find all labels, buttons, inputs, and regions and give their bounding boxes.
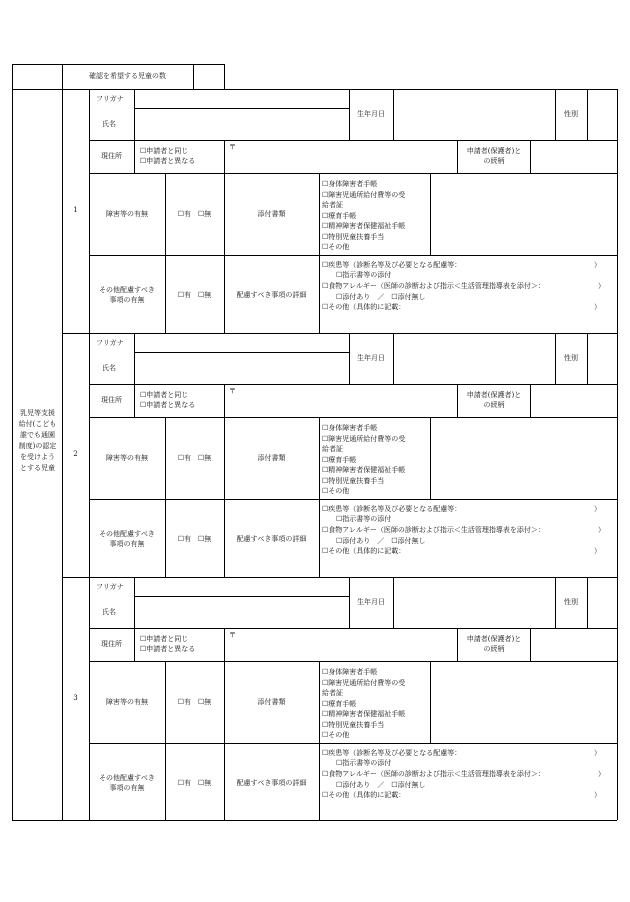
care-detail-label: 配慮すべき事項の詳細 (236, 535, 307, 543)
sex-label: 性別 (564, 354, 578, 362)
sex-input[interactable] (588, 334, 617, 384)
address-label: 現住所 (101, 152, 122, 160)
birthdate-input[interactable] (394, 334, 555, 384)
attached-doc-item: ☐特別児童扶養手当 (322, 232, 385, 241)
close-paren: ） (598, 282, 605, 290)
care-detail-item: ☐疾患等（診断名等及び必要となる配慮等： (322, 505, 462, 513)
close-paren: ） (594, 749, 601, 757)
attached-doc-item: ☐その他 (322, 487, 350, 495)
attached-doc-item: ☐障害児通所給付費等の受 (322, 678, 406, 687)
address-same-checkbox: ☐申請者と同じ (140, 391, 189, 399)
child-section-label: 乳児等支援 給付(こども 誰でも通園 制度)の認定 を受けよう とする児童 (18, 409, 57, 472)
disability-yes-no: ☐有 ☐無 (177, 454, 212, 462)
care-detail-label: 配慮すべき事項の詳細 (236, 779, 307, 787)
postal-mark: 〒 (229, 387, 236, 395)
other-care-yes-no: ☐有 ☐無 (177, 535, 212, 543)
care-detail-item: ☐指示書等の添付 (322, 515, 392, 523)
care-detail-item: ☐指示書等の添付 (322, 759, 392, 767)
address-input[interactable] (225, 141, 457, 173)
name-label: 氏名 (102, 364, 116, 372)
address-same-checkbox: ☐申請者と同じ (140, 147, 189, 155)
care-detail-item: ☐その他（具体的に記載： (322, 303, 406, 311)
name-input[interactable] (135, 109, 348, 140)
name-label: 氏名 (102, 120, 116, 128)
care-detail-item: ☐添付あり ／ ☐添付無し (322, 293, 426, 301)
relation-label: 申請者(保護者)と の続柄 (466, 635, 522, 653)
furigana-label: フリガナ (96, 339, 124, 347)
children-count-field[interactable] (194, 65, 224, 89)
name-input[interactable] (135, 597, 348, 628)
care-detail-item: ☐添付あり ／ ☐添付無し (322, 537, 426, 545)
address-same-checkbox: ☐申請者と同じ (140, 635, 189, 643)
sex-input[interactable] (588, 90, 617, 140)
child-number: 3 (73, 694, 78, 702)
attached-doc-item: ☐精神障害者保健福祉手帳 (322, 466, 406, 474)
attached-doc-item: ☐特別児童扶養手当 (322, 476, 385, 485)
furigana-input[interactable] (135, 578, 348, 596)
attached-docs-label: 添付書類 (257, 454, 286, 462)
attached-doc-item: ☐療育手帳 (322, 699, 357, 708)
care-detail-item: ☐食物アレルギー（医師の診断および指示＜生活管理指導表を添付＞： (322, 770, 545, 778)
care-detail-item: ☐その他（具体的に記載： (322, 791, 406, 799)
name-label: 氏名 (102, 608, 116, 616)
attached-doc-item: ☐精神障害者保健福祉手帳 (322, 710, 406, 718)
address-diff-checkbox: ☐申請者と異なる (140, 401, 196, 409)
sex-label: 性別 (564, 598, 578, 606)
birthdate-label: 生年月日 (357, 110, 385, 118)
child-number: 2 (73, 450, 78, 458)
close-paren: ） (594, 505, 601, 513)
other-care-yes-no: ☐有 ☐無 (177, 291, 212, 299)
other-care-yes-no: ☐有 ☐無 (177, 779, 212, 787)
attached-doc-item: ☐障害児通所給付費等の受 (322, 434, 406, 443)
attached-docs-label: 添付書類 (257, 698, 286, 706)
furigana-label: フリガナ (96, 95, 124, 103)
relation-input[interactable] (531, 141, 617, 173)
disability-label: 障害等の有無 (106, 454, 148, 462)
care-detail-item: ☐指示書等の添付 (322, 271, 392, 279)
other-care-label: その他配慮すべき 事項の有無 (99, 530, 155, 548)
disability-yes-no: ☐有 ☐無 (177, 698, 212, 706)
birthdate-input[interactable] (394, 90, 555, 140)
birthdate-input[interactable] (394, 578, 555, 628)
birthdate-label: 生年月日 (357, 354, 385, 362)
birthdate-label: 生年月日 (357, 598, 385, 606)
address-label: 現住所 (101, 640, 122, 648)
children-count-label: 確認を希望する児童の数 (89, 72, 166, 80)
attached-docs-label: 添付書類 (257, 210, 286, 218)
attached-doc-item: ☐障害児通所給付費等の受 (322, 190, 406, 199)
name-input[interactable] (135, 353, 348, 384)
postal-mark: 〒 (229, 143, 236, 151)
attached-doc-item: ☐身体障害者手帳 (322, 180, 378, 188)
attached-doc-item: 給者証 (322, 445, 343, 453)
relation-label: 申請者(保護者)と の続柄 (466, 147, 522, 165)
attached-docs-other-input[interactable] (431, 662, 617, 743)
close-paren: ） (594, 791, 601, 799)
relation-input[interactable] (531, 385, 617, 417)
child-number: 1 (73, 206, 78, 214)
postal-mark: 〒 (229, 631, 236, 639)
attached-doc-item: ☐その他 (322, 731, 350, 739)
relation-input[interactable] (531, 629, 617, 661)
attached-doc-item: ☐精神障害者保健福祉手帳 (322, 222, 406, 230)
sex-label: 性別 (564, 110, 578, 118)
close-paren: ） (598, 526, 605, 534)
care-detail-item: ☐疾患等（診断名等及び必要となる配慮等： (322, 261, 462, 269)
attached-doc-item: ☐療育手帳 (322, 211, 357, 220)
furigana-input[interactable] (135, 90, 348, 108)
care-detail-label: 配慮すべき事項の詳細 (236, 291, 307, 299)
attached-doc-item: 給者証 (322, 689, 343, 697)
attached-doc-item: ☐特別児童扶養手当 (322, 720, 385, 729)
disability-yes-no: ☐有 ☐無 (177, 210, 212, 218)
other-care-label: その他配慮すべき 事項の有無 (99, 286, 155, 304)
care-detail-item: ☐食物アレルギー（医師の診断および指示＜生活管理指導表を添付＞： (322, 526, 545, 534)
close-paren: ） (594, 261, 601, 269)
attached-docs-other-input[interactable] (431, 174, 617, 255)
attached-docs-other-input[interactable] (431, 418, 617, 499)
care-detail-item: ☐その他（具体的に記載： (322, 547, 406, 555)
address-input[interactable] (225, 629, 457, 661)
close-paren: ） (594, 303, 601, 311)
attached-doc-item: ☐身体障害者手帳 (322, 424, 378, 432)
care-detail-item: ☐食物アレルギー（医師の診断および指示＜生活管理指導表を添付＞： (322, 282, 545, 290)
address-input[interactable] (225, 385, 457, 417)
address-diff-checkbox: ☐申請者と異なる (140, 157, 196, 165)
disability-label: 障害等の有無 (106, 210, 148, 218)
furigana-label: フリガナ (96, 583, 124, 591)
furigana-input[interactable] (135, 334, 348, 352)
attached-doc-item: ☐身体障害者手帳 (322, 668, 378, 676)
sex-input[interactable] (588, 578, 617, 628)
disability-label: 障害等の有無 (106, 698, 148, 706)
other-care-label: その他配慮すべき 事項の有無 (99, 774, 155, 792)
close-paren: ） (594, 547, 601, 555)
attached-doc-item: ☐その他 (322, 243, 350, 251)
attached-doc-item: 給者証 (322, 201, 343, 209)
address-diff-checkbox: ☐申請者と異なる (140, 645, 196, 653)
attached-doc-item: ☐療育手帳 (322, 455, 357, 464)
address-label: 現住所 (101, 396, 122, 404)
close-paren: ） (598, 770, 605, 778)
relation-label: 申請者(保護者)と の続柄 (466, 391, 522, 409)
care-detail-item: ☐添付あり ／ ☐添付無し (322, 781, 426, 789)
care-detail-item: ☐疾患等（診断名等及び必要となる配慮等： (322, 749, 462, 757)
